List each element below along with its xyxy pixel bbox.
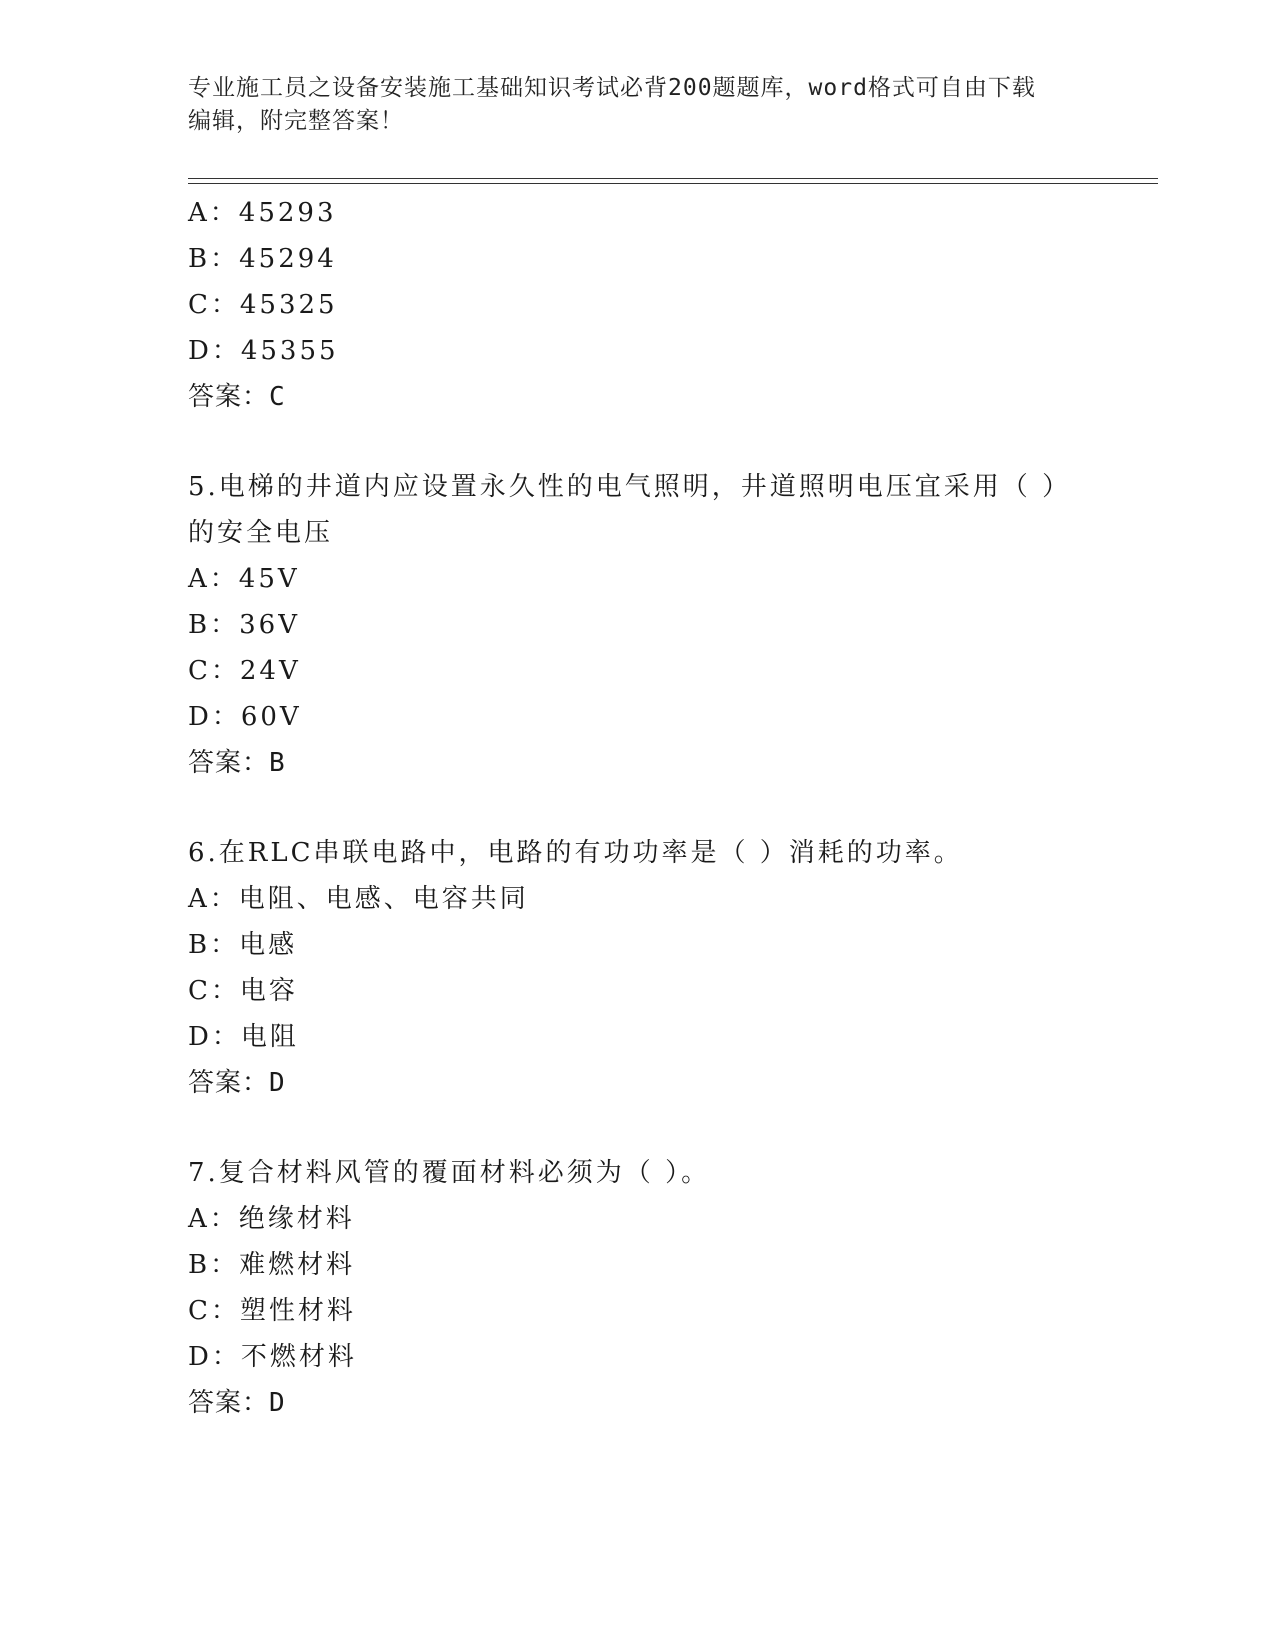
option-a: A：绝缘材料 (188, 1204, 355, 1234)
option-b: B：难燃材料 (188, 1250, 356, 1280)
option-d: D：不燃材料 (188, 1342, 357, 1372)
option-a: A：45V (188, 564, 300, 594)
option-d: D：电阻 (188, 1022, 299, 1052)
question-stem: 7.复合材料风管的覆面材料必须为（ ）。 (188, 1158, 711, 1188)
question-7 (188, 1150, 1088, 1426)
spacer (188, 786, 1088, 830)
question-4 (188, 190, 1088, 420)
option-b: B：45294 (188, 244, 337, 274)
option-b: B：电感 (188, 930, 298, 960)
document-header (188, 72, 1088, 138)
answer-line: 答案：D (188, 1068, 286, 1098)
option-a: A：45293 (188, 198, 337, 228)
header-line-2: 编辑，附完整答案！ (188, 108, 404, 134)
option-c: C：塑性材料 (188, 1296, 356, 1326)
option-c: C：电容 (188, 976, 298, 1006)
question-stem-continued: 的安全电压 (188, 518, 334, 548)
option-d: D：45355 (188, 336, 339, 366)
answer-line: 答案：B (188, 748, 286, 778)
option-a: A：电阻、电感、电容共同 (188, 884, 529, 914)
header-line-1: 专业施工员之设备安装施工基础知识考试必背200题题库，word格式可自由下载 (188, 75, 1036, 101)
question-list (188, 190, 1088, 1426)
question-6 (188, 830, 1088, 1106)
spacer (188, 420, 1088, 464)
spacer (188, 1106, 1088, 1150)
option-d: D：60V (188, 702, 302, 732)
question-stem: 5.电梯的井道内应设置永久性的电气照明，井道照明电压宜采用（ ） (188, 472, 1072, 502)
answer-line: 答案：D (188, 1388, 286, 1418)
option-b: B：36V (188, 610, 300, 640)
question-5 (188, 464, 1088, 786)
header-divider (188, 178, 1158, 184)
answer-line: 答案：C (188, 382, 286, 412)
option-c: C：45325 (188, 290, 338, 320)
question-stem: 6.在RLC串联电路中，电路的有功功率是（ ）消耗的功率。 (188, 838, 963, 868)
option-c: C：24V (188, 656, 301, 686)
